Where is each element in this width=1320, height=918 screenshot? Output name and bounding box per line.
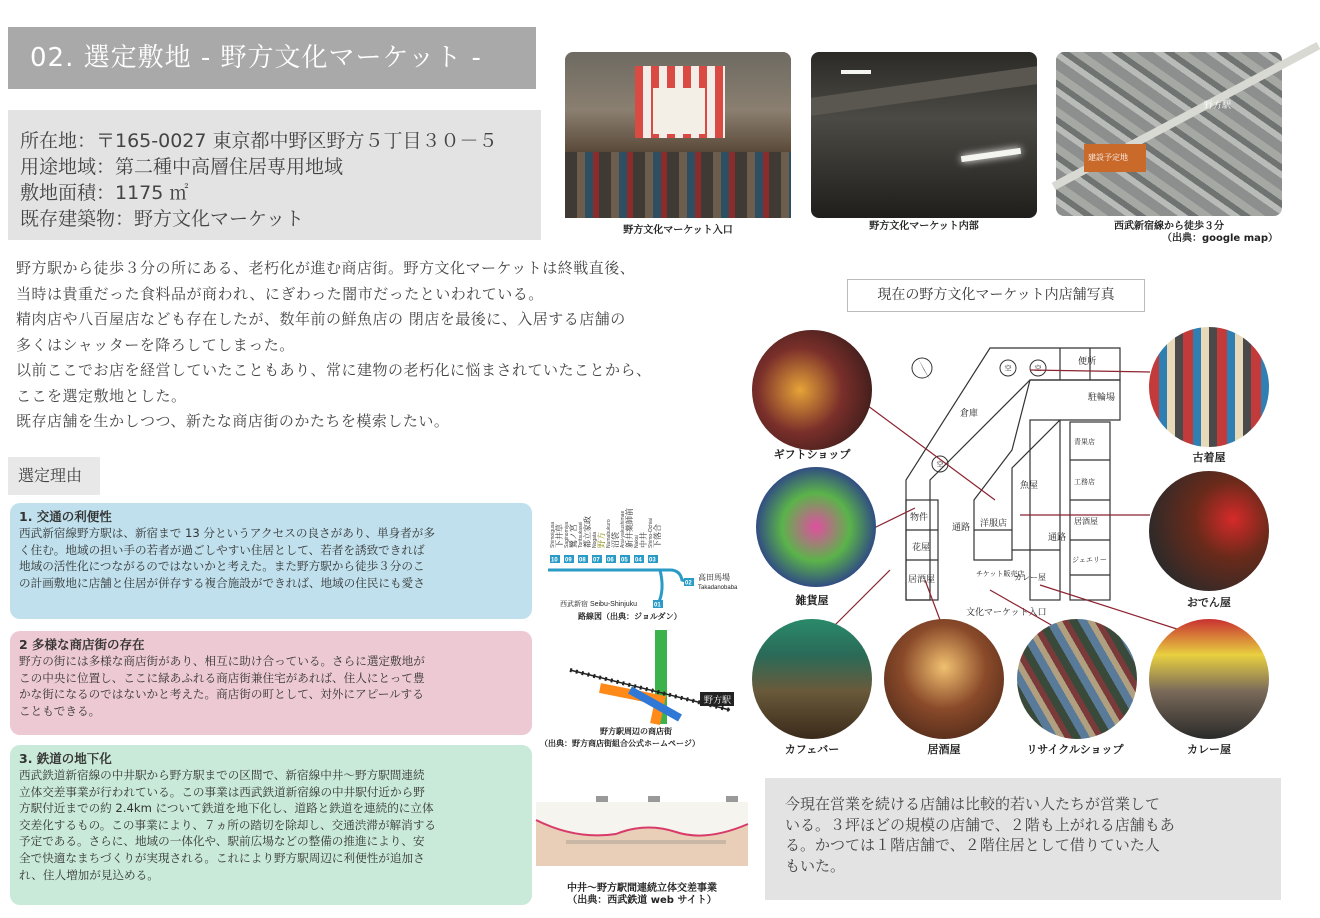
takadanobaba-en-label: Takadanobaba (698, 585, 738, 591)
shops-section-title: 現在の野方文化マーケット内店舗写真 (847, 279, 1145, 312)
reason-line: かな街になるのではないかと考えた。商店街の町として、対外にアピールする (19, 687, 424, 702)
site-address: 所在地：〒165-0027 東京都中野区野方５丁目３０－５ (20, 130, 498, 152)
used-clothes-shop-label: 古着屋 (1192, 451, 1226, 464)
note-line: 今現在営業を続ける店舗は比較的若い人たちが営業して (785, 795, 1161, 813)
plan-tailor-label: 洋服店 (980, 518, 1008, 528)
station-label: 野方駅 (704, 695, 732, 705)
izakaya-photo (884, 619, 1004, 739)
reason-line: 交差化するもの。この事業により、７ヵ所の踏切を除却し、交通渋滞が解消する (19, 817, 436, 832)
intro-line: ここを選定敷地とした。 (16, 386, 187, 405)
station-label: 都立家政 (583, 516, 592, 548)
svg-line (1030, 370, 1150, 372)
page-title: 02. 選定敷地 - 野方文化マーケット - (8, 27, 536, 89)
shopping-map-caption: 野方駅周辺の商店街 (600, 727, 672, 736)
section-marker (726, 796, 738, 802)
svg-text: 10 (551, 557, 558, 564)
zakka-shop-label: 雑貨屋 (795, 594, 829, 607)
station-label: 新井薬師前 (625, 508, 634, 548)
plan-parking-label: 駐輪場 (1088, 392, 1116, 402)
shopping-map-source: （出典：野方商店街組合公式ホームページ） (540, 739, 700, 748)
reason-title: 2 多様な商店街の存在 (19, 637, 145, 652)
shops-note (765, 778, 1281, 900)
aerial-photo-caption: 西武新宿線から徒歩３分 (1114, 221, 1224, 232)
railway-section-figure (536, 792, 748, 870)
intro-line: 野方駅から徒歩３分の所にある、老朽化が進む商店街。野方文化マーケットは終戦直後、 (16, 259, 636, 277)
reasons-heading: 選定理由 (8, 457, 100, 495)
stall-shape (565, 152, 791, 218)
station-label: 中井 (639, 532, 648, 548)
plan-passage-label-right: 通路 (1048, 532, 1067, 542)
site-existing-building: 既存建築物：野方文化マーケット (20, 208, 305, 230)
interior-photo-caption: 野方文化マーケット内部 (869, 221, 979, 232)
note-line: いる。３坪ほどの規模の店舗で、２階も上がれる店舗もあ (785, 815, 1175, 834)
cafe-bar-photo (752, 619, 872, 739)
reason-shopping-streets (10, 631, 532, 735)
intro-line: 多くはシャッターを降ろしてしまった。 (16, 335, 295, 354)
reason-line: この中央に位置し、ここに緑あふれる商店街兼住宅があれば、住人にとって豊 (19, 670, 425, 685)
oden-shop-label: おでん屋 (1187, 596, 1231, 609)
cafe-bar-label: カフェバー (784, 743, 840, 756)
svg-text: 01 (654, 602, 661, 609)
reason-line: 西武鉄道新宿線の中井駅から野方駅までの区間で、新宿線中井～野方駅間連続 (19, 768, 425, 782)
reason-line: 全で快適なまちづくりが実現される。これにより野方駅周辺に利便性が追加さ (19, 850, 425, 865)
plan-curry-label: カレー屋 (1014, 573, 1046, 582)
site-zoning: 用途地域：第二種中高層住居専用地域 (20, 156, 344, 178)
aerial-photo (1056, 52, 1282, 216)
zakka-shop-photo (756, 467, 876, 587)
takadanobaba-label: 高田馬場 (698, 573, 730, 582)
plan-shop-b-label: 工務店 (1074, 479, 1095, 486)
svg-line (925, 580, 940, 620)
plan-ticket-label: チケット販売店 (976, 571, 1025, 578)
intro-line: 既存店舗を生かしつつ、新たな商店街のかたちを模索したい。 (16, 412, 450, 430)
svg-text: 09 (565, 557, 572, 564)
recycle-shop-photo (1017, 619, 1137, 739)
section-marker (648, 796, 660, 802)
note-line: る。かつては１階店舗で、２階住居として借りていた人 (785, 836, 1160, 854)
shinjuku-label: 西武新宿 Seibu-Shinjuku (560, 601, 638, 608)
route-map (540, 500, 758, 630)
site-info-box (8, 110, 541, 240)
reason-line: 野方の街には多様な商店街があり、相互に助け合っている。さらに選定敷地が (19, 654, 425, 668)
station-roman: Toritsukasei (578, 521, 584, 548)
izakaya-label: 居酒屋 (927, 743, 961, 756)
svg-line (870, 508, 915, 530)
route-caption: 路線図（出典：ジョルダン） (578, 612, 682, 621)
reason-line: 西武新宿線野方駅は、新宿まで 13 分というアクセスの良さがあり、単身者が多 (19, 526, 435, 540)
plan-storage-label: 物件 (910, 512, 929, 522)
intro-line: 当時は貴重だった食料品が商われ、にぎわった闇市だったといわれている。 (16, 284, 544, 303)
intro-line: 精肉店や八百屋店なども存在したが、数年前の鮮魚店の 閉店を最後に、入居する店舗の (16, 310, 626, 328)
reason-line: こともできる。 (19, 703, 101, 718)
svg-text: 02 (685, 580, 692, 587)
station-roman: Numabukuro (606, 519, 612, 548)
reason-line: 地域の活性化につながるのではないかと考えた。また野方駅から徒歩３分のこ (19, 559, 425, 574)
station-label: 下落合 (653, 524, 662, 548)
station-roman: Saginomiya (564, 521, 570, 548)
site-marker-label: 建設予定地 (1088, 153, 1128, 162)
station-label: 下井草 (555, 524, 564, 548)
entrance-photo-caption: 野方文化マーケット入口 (623, 225, 733, 236)
gift-shop-photo (752, 330, 872, 450)
vacant-label: 空 (936, 461, 944, 469)
plan-izakaya-label: 居酒屋 (908, 574, 936, 584)
plan-warehouse-label: 倉庫 (960, 408, 979, 418)
reason-line: く住む。地域の担い手の若者が過ごしやすい住居として、若者を誘致できれば (19, 542, 425, 557)
station-roman: Nogata (592, 531, 598, 548)
station-label: 鷺ノ宮 (569, 524, 578, 548)
site-area: 敷地面積：1175 ㎡ (20, 182, 189, 204)
station-roman: Arai-yakushimae (620, 510, 626, 548)
plan-entrance-label: 文化マーケット入口 (966, 607, 1047, 617)
gift-shop-label: ギフトショップ (773, 448, 851, 461)
reason-line: 予定である。さらに、地域の一体化や、駅前広場などの整備の推進により、安 (19, 834, 425, 849)
rail-line (658, 570, 662, 604)
section-source: （出典：西武鉄道 web サイト） (567, 895, 717, 906)
svg-text: 04 (635, 557, 642, 564)
reason-title: 3. 鉄道の地下化 (19, 751, 112, 766)
entrance-photo (565, 52, 791, 218)
plan-shop-a-label: 青果店 (1074, 439, 1095, 446)
shopping-street-map (540, 630, 740, 748)
plan-shop-d-label: ジェエリー (1072, 557, 1107, 564)
svg-text: 08 (579, 557, 586, 564)
svg-text: 07 (593, 557, 600, 564)
recycle-shop-label: リサイクルショップ (1026, 743, 1124, 756)
reason-title: 1. 交通の利便性 (19, 509, 112, 524)
intro-line: 以前ここでお店を経営していたこともあり、常に建物の老朽化に悩まされていたことから、 (16, 361, 652, 379)
plan-flower-label: 花屋 (912, 542, 931, 552)
fluorescent-light (841, 70, 871, 74)
section-marker (596, 796, 608, 802)
oden-shop-photo (1149, 471, 1269, 591)
vacant-label: 空 (1034, 365, 1042, 373)
vacant-label: 空 (1004, 365, 1012, 373)
station-roman: Shimoigusa (550, 521, 556, 548)
svg-text: 05 (621, 557, 628, 564)
plan-fish-label: 魚屋 (1020, 480, 1039, 490)
curry-shop-label: カレー屋 (1187, 743, 1231, 756)
svg-line (990, 590, 1060, 630)
reason-transport (10, 503, 532, 619)
plan-shop-c-label: 居酒屋 (1074, 517, 1098, 526)
plan-toilet-label: 便所 (1078, 356, 1097, 366)
reason-line: れ、住人増加が見込める。 (19, 867, 159, 882)
plan-passage-label-left: 通路 (952, 522, 971, 532)
reason-line: の計画敷地に店舗と住居が併存する複合施設ができれば、地域の住民にも愛さ (19, 575, 425, 590)
station-roman: Shimo-Ochiai (648, 517, 654, 548)
aerial-photo-source: （出典：google map） (1161, 233, 1279, 244)
svg-text: 03 (649, 557, 656, 564)
station-label: 沼袋 (611, 532, 620, 548)
station-label: 野方駅 (1204, 101, 1232, 111)
intro-paragraph (16, 256, 736, 435)
svg-text: 06 (607, 557, 614, 564)
station-label: 野方 (597, 532, 606, 548)
used-clothes-shop-photo (1149, 327, 1269, 447)
reason-line: 方駅付近までの約 2.4km について鉄道を地下化し、道路と鉄道を連続的に立体 (19, 801, 434, 816)
station-roman: Nakai (634, 535, 640, 548)
curry-shop-photo (1149, 619, 1269, 739)
fluorescent-light (961, 148, 1021, 162)
note-line: もいた。 (785, 856, 846, 875)
interior-photo (811, 52, 1037, 218)
reason-line: 立体交差事業が行われている。この事業は西武鉄道新宿線の中井駅付近から野 (19, 784, 425, 799)
reason-railway-underground (10, 745, 532, 905)
rail-line (548, 570, 690, 582)
section-caption: 中井～野方駅間連続立体交差事業 (567, 883, 717, 894)
market-sign (653, 88, 705, 134)
